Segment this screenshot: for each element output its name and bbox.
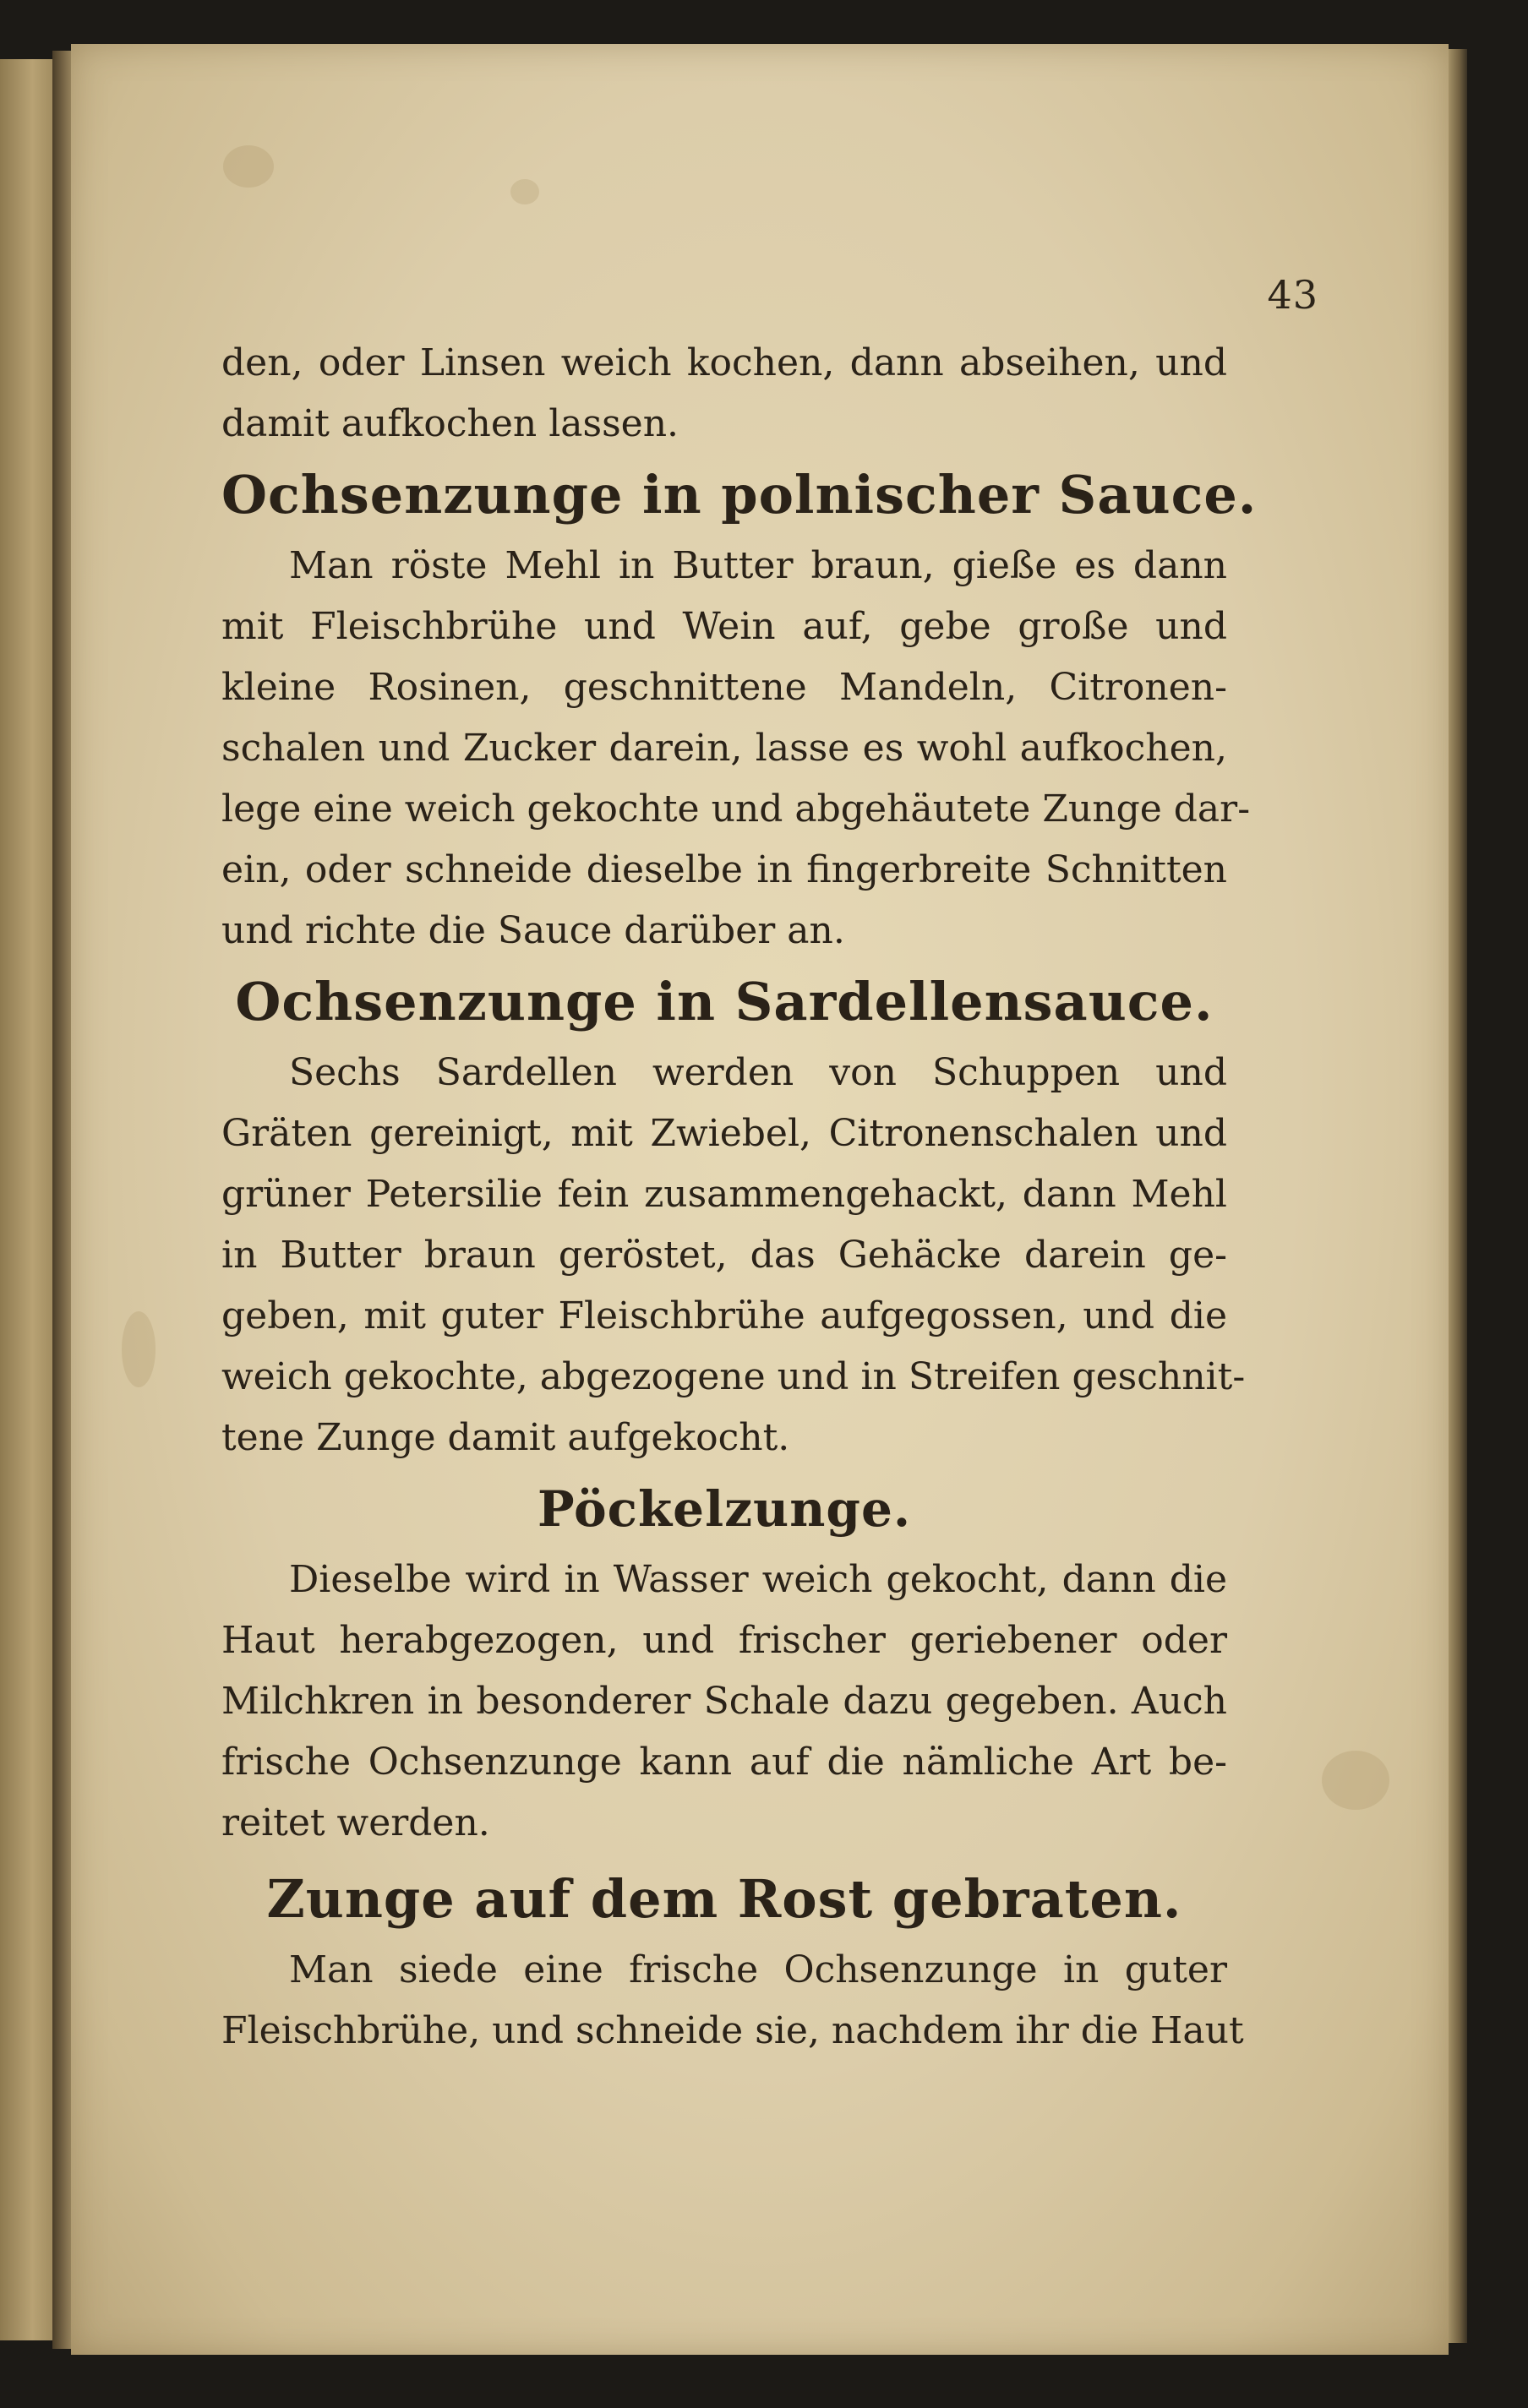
paper-stain <box>1322 1751 1389 1810</box>
text-line: reitet werden. <box>221 1801 490 1844</box>
text-line: frische Ochsenzunge kann auf die nämliche Art be- <box>221 1741 1227 1784</box>
paper-stain <box>223 145 274 188</box>
section-continuation <box>221 333 1227 455</box>
text-line: kleine Rosinen, geschnittene Mandeln, Citronen- <box>221 666 1227 709</box>
section-heading: Ochsenzunge in polnischer Sauce. <box>221 464 1258 526</box>
section-zunge-rost <box>221 1859 1244 2062</box>
section-heading: Pöckelzunge. <box>537 1480 912 1538</box>
text-line: weich gekochte, abgezogene und in Streifen geschnit- <box>221 1355 1246 1398</box>
text-line: lege eine weich gekochte und abgehäutete Zunge dar- <box>221 787 1251 831</box>
text-line: Milchkren in besonderer Schale dazu gegeben. Auch <box>221 1680 1227 1723</box>
text-line: grüner Petersilie fein zusammengehackt, dann Mehl <box>221 1173 1227 1216</box>
section-heading: Ochsenzunge in Sardellensauce. <box>235 971 1214 1032</box>
text-line: Man siede eine frische Ochsenzunge in guter <box>289 1948 1227 1991</box>
section-heading: Zunge auf dem Rost gebraten. <box>266 1868 1182 1930</box>
section-polnische-sauce <box>221 455 1258 962</box>
text-line: den, oder Linsen weich kochen, dann abseihen, und <box>221 341 1227 384</box>
section-poeckelzunge <box>221 1468 1227 1854</box>
text-line: Haut herabgezogen, und frischer geriebener oder <box>221 1619 1227 1662</box>
page-text <box>221 333 1258 2062</box>
text-line: damit aufkochen lassen. <box>221 402 679 445</box>
text-line: schalen und Zucker darein, lasse es wohl aufkochen, <box>221 727 1227 770</box>
text-line: Gräten gereinigt, mit Zwiebel, Citronenschalen und <box>221 1112 1227 1155</box>
facing-page-edge <box>0 59 59 2340</box>
paper-stain <box>510 179 539 204</box>
page-number: 43 <box>1267 272 1318 318</box>
text-line: Dieselbe wird in Wasser weich gekocht, dann die <box>289 1558 1227 1601</box>
text-line: in Butter braun geröstet, das Gehäcke darein ge- <box>221 1234 1227 1277</box>
text-line: Fleischbrühe, und schneide sie, nachdem ihr die Haut <box>221 2009 1244 2052</box>
text-line: Man röste Mehl in Butter braun, gieße es dann <box>289 544 1227 587</box>
page-edge <box>1449 49 1467 2343</box>
section-sardellensauce <box>221 962 1246 1468</box>
text-line: und richte die Sauce darüber an. <box>221 909 845 952</box>
paper-stain <box>122 1311 156 1387</box>
text-line: mit Fleischbrühe und Wein auf, gebe große und <box>221 605 1227 648</box>
text-line: tene Zunge damit aufgekocht. <box>221 1416 790 1459</box>
text-line: Sechs Sardellen werden von Schuppen und <box>289 1051 1227 1094</box>
text-line: geben, mit guter Fleischbrühe aufgegossen, und die <box>221 1294 1227 1337</box>
text-line: ein, oder schneide dieselbe in fingerbreite Schnitten <box>221 848 1227 891</box>
